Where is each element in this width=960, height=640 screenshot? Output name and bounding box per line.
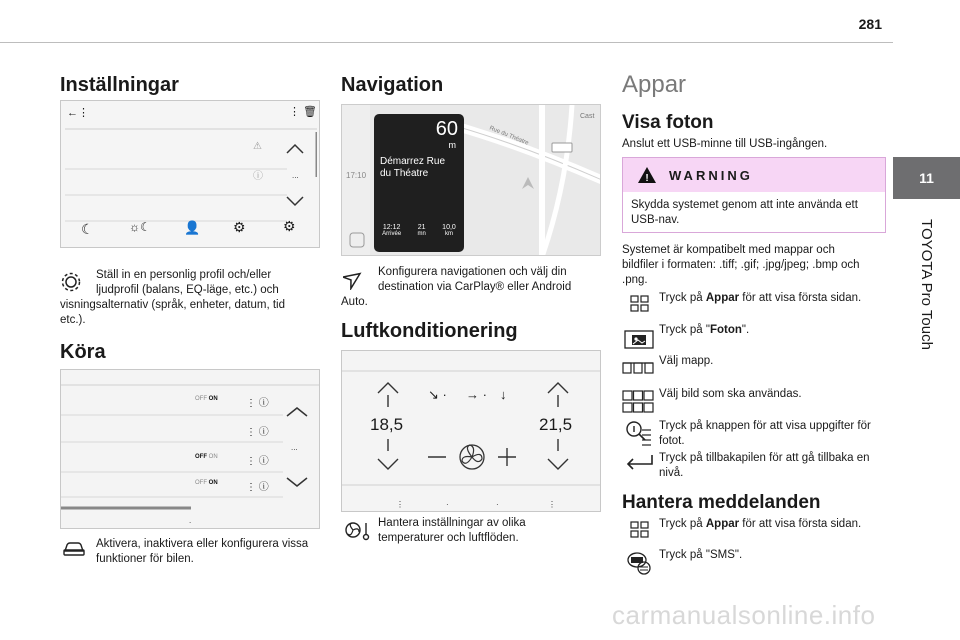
photo-details-icon: [624, 420, 652, 446]
step-bold: Appar: [705, 518, 740, 530]
nav-text-line: [378, 280, 598, 295]
day-night-icon[interactable]: ☼☾: [129, 220, 151, 234]
trash-icon[interactable]: ⋮ 🗑: [289, 106, 318, 118]
remaining-distance-value: 10,0: [442, 224, 456, 231]
settings-text-cont: [60, 298, 328, 328]
step-open-apps: [659, 291, 887, 306]
step-text: Tryck på ": [659, 324, 710, 336]
arrival-time-label: Arrivée: [382, 231, 402, 237]
toggle-2[interactable]: [195, 454, 218, 460]
warning-title: WARNING: [669, 167, 753, 183]
apps-grid-icon: [630, 295, 650, 313]
remaining-distance-label: km: [444, 231, 453, 237]
nav-text-part: ® eller Android: [495, 281, 572, 293]
info-icon[interactable]: ⋮ ⓘ: [246, 456, 269, 467]
info-icon[interactable]: ⋮ ⓘ: [246, 398, 269, 409]
side-label: [893, 212, 960, 357]
nav-text-line: Auto.: [341, 296, 368, 308]
profile-icon[interactable]: 👤: [184, 220, 201, 235]
map-place-label: Cast: [580, 113, 595, 120]
airflow-face-icon[interactable]: ↘ ·: [428, 387, 447, 402]
settings-text-line: Ställ in en personlig profil och/eller: [96, 269, 272, 281]
heading-view-photos: Visa foton: [622, 112, 714, 133]
settings-text: [96, 268, 326, 298]
gear-icon[interactable]: ⚙: [233, 219, 246, 235]
toggle-1[interactable]: [195, 396, 218, 402]
svg-text:⋮: ⋮: [548, 500, 556, 509]
folder-view-icon: [622, 360, 654, 376]
info-icon[interactable]: ⋮ ⓘ: [246, 427, 269, 438]
step-text-line: Tryck på tillbakapilen för att gå tillbaka en: [659, 452, 870, 464]
remaining-minutes: [418, 224, 426, 237]
info-small-icon: ⓘ: [253, 171, 263, 182]
toggle-on-label: ON: [208, 454, 218, 460]
navigation-arrow-icon: [343, 268, 365, 290]
temperature-right[interactable]: 21,5: [539, 415, 573, 434]
remaining-minutes-label: mn: [417, 231, 426, 237]
step-select-image: Välj bild som ska användas.: [659, 388, 802, 400]
page-number: 281: [858, 16, 882, 32]
photos-icon: [624, 327, 654, 349]
drive-screen-graphics: [61, 370, 321, 530]
step-text: ".: [741, 324, 750, 336]
remaining-distance: [442, 224, 456, 237]
step-sms: Tryck på "SMS".: [659, 549, 743, 561]
toggle-3[interactable]: [195, 480, 218, 486]
header-rule: [0, 42, 893, 43]
heading-messages: Hantera meddelanden: [622, 492, 821, 513]
moon-icon[interactable]: ☾: [81, 221, 94, 237]
settings-text-line: ljudprofil (balans, EQ-läge, etc.) och: [96, 284, 279, 296]
compat-text-line: .png.: [622, 274, 648, 286]
warning-box: [622, 157, 886, 233]
navigation-screen: [341, 104, 601, 256]
svg-text:·: ·: [496, 500, 499, 509]
map-street-label: Rue du Théatre: [488, 125, 530, 147]
drive-text-line: funktioner för bilen.: [96, 553, 194, 565]
svg-text:⋮: ⋮: [396, 500, 404, 509]
warning-header: [623, 158, 885, 192]
street-name-line: Démarrez Rue: [380, 156, 446, 167]
back-arrow-icon[interactable]: ←⋮: [67, 107, 89, 119]
location-settings-icon[interactable]: ⚙: [283, 218, 296, 234]
turn-distance-unit: m: [448, 140, 456, 150]
arrival-time: [382, 224, 401, 237]
step-photo-details: [659, 419, 887, 449]
step-photos: [659, 323, 887, 338]
step-text: Tryck på: [659, 518, 706, 530]
back-arrow-icon: [624, 452, 654, 472]
apps-grid-icon: [630, 521, 650, 539]
nav-text-line: Konfigurera navigationen och välj din: [378, 266, 567, 278]
step-text: för att visa första sidan.: [739, 292, 862, 304]
settings-text-line: visningsalternativ (språk, enheter, datum, tid: [60, 299, 286, 311]
image-grid-icon: [622, 390, 654, 414]
compat-text: [622, 243, 888, 288]
svg-text:·: ·: [446, 500, 449, 509]
climate-text-line: temperaturer och luftflöden.: [378, 532, 519, 544]
remaining-minutes-value: 21: [417, 224, 426, 231]
svg-text:...: ...: [291, 443, 298, 452]
step-bold: Foton: [709, 324, 742, 336]
side-label-text: TOYOTA Pro Touch: [918, 219, 935, 350]
drive-screen: [60, 369, 320, 529]
turn-panel: [374, 114, 464, 252]
clock-text: 17:10: [346, 171, 367, 180]
gear-icon: [60, 271, 82, 293]
climate-text-line: Hantera inställningar av olika: [378, 517, 526, 529]
nav-text: [378, 265, 598, 295]
toggle-off-label: OFF: [195, 454, 207, 460]
step-text-line: fotot.: [659, 435, 685, 447]
svg-text:.: .: [189, 516, 192, 525]
warning-triangle-icon: [637, 166, 657, 184]
heading-apps: Appar: [622, 71, 687, 98]
chapter-tab[interactable]: 11: [893, 157, 960, 199]
airflow-feet-icon[interactable]: ↓: [500, 387, 507, 402]
svg-text:...: ...: [292, 171, 299, 180]
street-name: [380, 156, 445, 180]
info-icon[interactable]: ⋮ ⓘ: [246, 482, 269, 493]
step-text: Tryck på: [659, 292, 706, 304]
sms-icon: [626, 551, 654, 577]
trip-info: [374, 224, 464, 237]
compat-text-line: bildfiler i formaten: .tiff; .gif; .jpg/jpeg; .bmp och: [622, 259, 860, 271]
temperature-left[interactable]: 18,5: [370, 415, 404, 434]
settings-text-line: etc.).: [60, 314, 86, 326]
settings-screen: [60, 100, 320, 248]
toggle-on-label: ON: [208, 480, 218, 486]
step-text-line: nivå.: [659, 467, 684, 479]
step-text-line: Tryck på knappen för att visa uppgifter för: [659, 420, 871, 432]
arrival-time-value: 12:12: [382, 224, 401, 231]
toggle-off-label: OFF: [195, 396, 207, 402]
drive-text-line: Aktivera, inaktivera eller konfigurera vissa: [96, 538, 309, 550]
step-text: för att visa första sidan.: [739, 518, 862, 530]
warning-small-icon: ⚠: [253, 141, 262, 152]
step-select-folder: Välj mapp.: [659, 355, 714, 367]
drive-text: [96, 537, 326, 567]
svg-text:!: !: [645, 173, 649, 184]
step-bold: Appar: [705, 292, 740, 304]
heading-navigation: Navigation: [341, 74, 444, 96]
airflow-body-icon[interactable]: → ·: [466, 387, 487, 402]
photos-intro: Anslut ett USB-minne till USB-ingången.: [622, 138, 828, 150]
compat-text-line: Systemet är kompatibelt med mappar och: [622, 244, 835, 256]
heading-climate: Luftkonditionering: [341, 320, 518, 342]
toggle-off-label: OFF: [195, 480, 207, 486]
heading-drive: Köra: [60, 341, 106, 363]
climate-screen: [341, 350, 601, 512]
heading-settings: Inställningar: [60, 74, 179, 96]
car-icon: [62, 538, 86, 558]
step-back: [659, 451, 887, 481]
watermark: carmanualsonline.info: [612, 600, 876, 630]
nav-text-part: destination via CarPlay: [378, 281, 496, 293]
turn-distance: 60: [435, 118, 458, 140]
toggle-on-label: ON: [208, 396, 218, 402]
warning-text: Skydda systemet genom att inte använda ett USB-nav.: [631, 199, 858, 226]
climate-text: [378, 516, 598, 546]
fan-temperature-icon: [343, 519, 371, 541]
street-name-line: du Théatre: [380, 168, 429, 179]
step-open-apps-sms: [659, 517, 887, 532]
